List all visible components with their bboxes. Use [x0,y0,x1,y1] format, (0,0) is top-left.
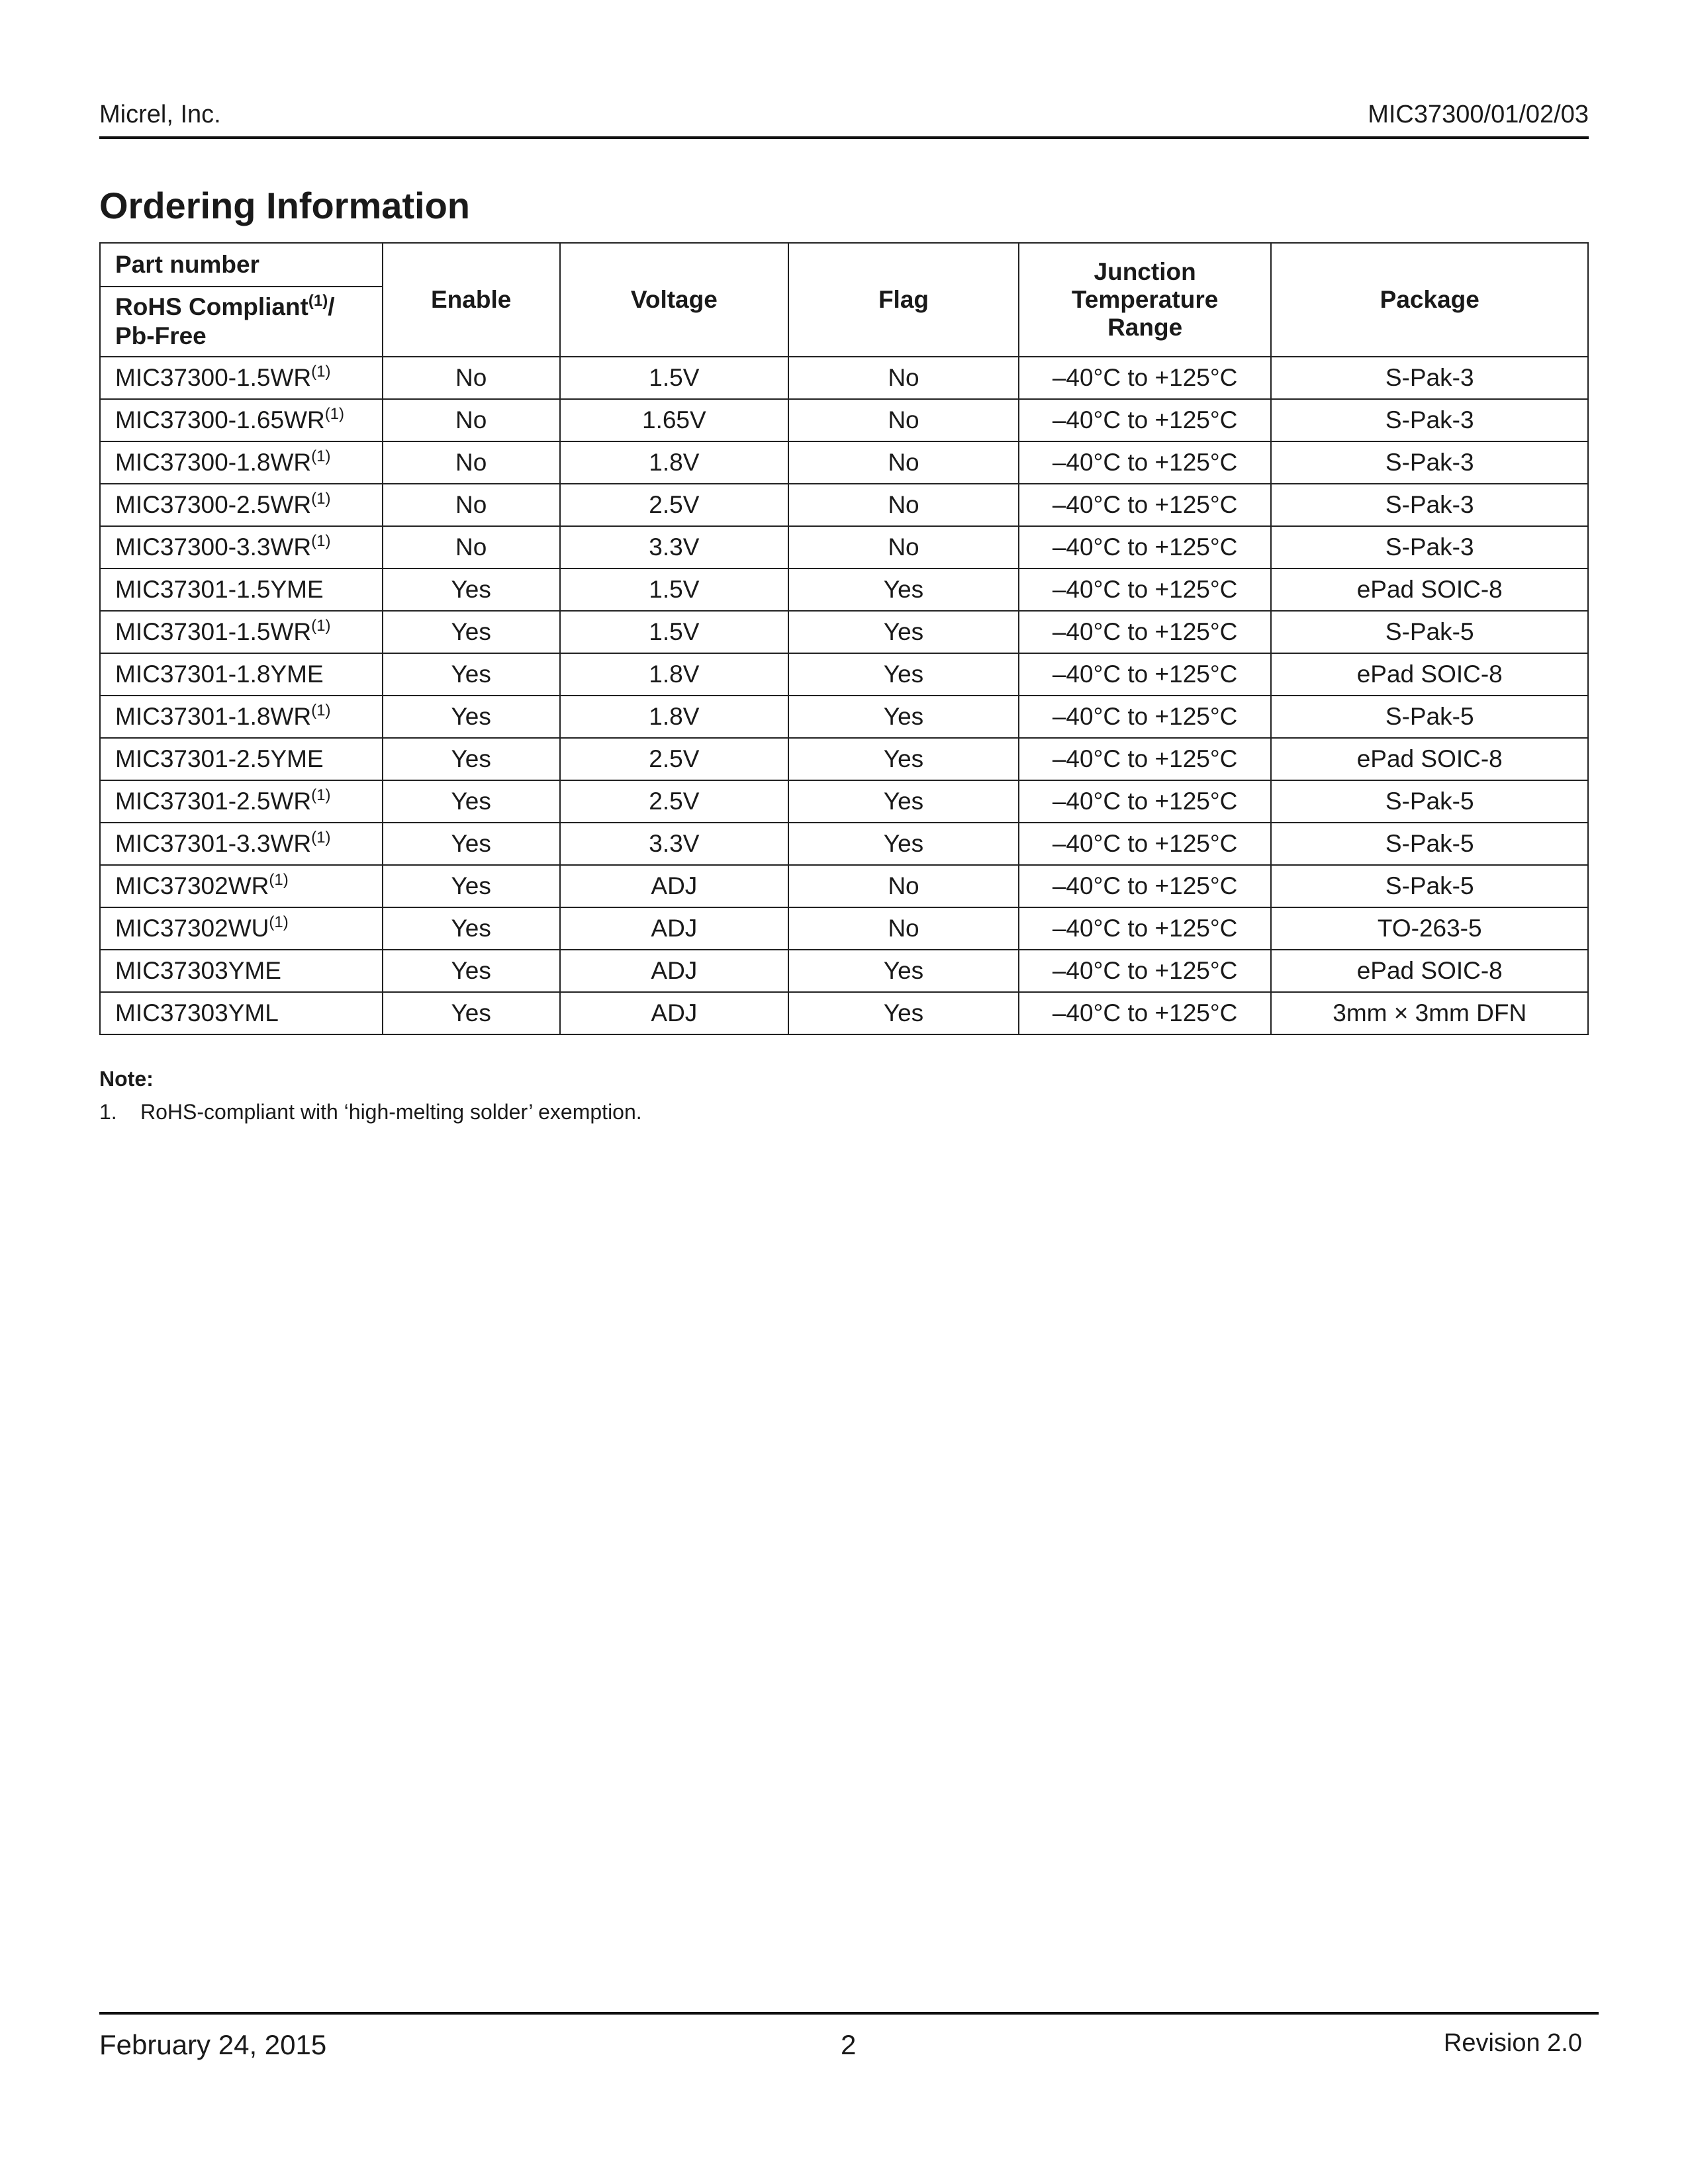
package-cell-text: 3mm × 3mm DFN [1333,999,1527,1026]
header-part-number: Part number [100,243,383,287]
temperature-range-cell [1019,399,1272,441]
voltage-cell-text: 2.5V [649,745,700,772]
voltage-cell [560,653,789,696]
package-cell-text: ePad SOIC-8 [1356,745,1503,772]
voltage-cell-text: 1.5V [649,618,700,645]
enable-cell [383,992,560,1034]
package-cell-text: ePad SOIC-8 [1356,660,1503,688]
table-row [100,738,1588,780]
part-number-cell [100,738,383,780]
package-cell [1271,357,1588,399]
enable-cell-text: Yes [451,957,491,984]
flag-cell-text: Yes [883,618,924,645]
header-voltage: Voltage [560,243,789,357]
table-row [100,780,1588,823]
voltage-cell-text: 3.3V [649,533,700,561]
enable-cell [383,780,560,823]
temperature-range-cell-text: –40°C to +125°C [1052,660,1238,688]
footer-revision: Revision 2.0 [1443,2029,1582,2057]
enable-cell-text: No [455,406,487,433]
footnote-marker: (1) [269,871,289,889]
part-number-cell [100,823,383,865]
enable-cell-text: Yes [451,576,491,603]
table-row [100,484,1588,526]
enable-cell [383,907,560,950]
temperature-range-cell-text: –40°C to +125°C [1052,364,1238,391]
part-family: MIC37300/01/02/03 [1368,101,1589,128]
package-cell [1271,484,1588,526]
voltage-cell-text: ADJ [651,915,698,942]
footnote-marker: (1) [269,913,289,931]
package-cell-text: S-Pak-5 [1385,703,1474,730]
package-cell-text: S-Pak-5 [1385,830,1474,857]
header-junction-line3: Range [1107,314,1183,341]
note-text: RoHS-compliant with ‘high-melting solder’ exemption. [140,1100,642,1124]
enable-cell-text: Yes [451,872,491,899]
flag-cell [788,357,1019,399]
flag-cell-text: No [888,915,919,942]
flag-cell-text: No [888,872,919,899]
temperature-range-cell [1019,441,1272,484]
package-cell [1271,696,1588,738]
table-row [100,441,1588,484]
table-header-row [100,243,1588,287]
temperature-range-cell [1019,780,1272,823]
voltage-cell [560,484,789,526]
footer-date: February 24, 2015 [99,2029,327,2060]
enable-cell [383,484,560,526]
header-rohs-slash: / [328,293,335,320]
header-rohs-line2: Pb-Free [115,322,207,349]
note-label: Note: [99,1067,154,1091]
footnote-marker: (1) [324,405,345,423]
part-number-cell-text: MIC37300-2.5WR [115,491,312,518]
temperature-range-cell-text: –40°C to +125°C [1052,703,1238,730]
part-number-cell-text: MIC37302WR [115,872,269,899]
voltage-cell [560,738,789,780]
package-cell [1271,780,1588,823]
part-number-cell-text: MIC37301-1.8YME [115,660,324,688]
enable-cell [383,696,560,738]
part-number-cell [100,865,383,907]
temperature-range-cell-text: –40°C to +125°C [1052,915,1238,942]
part-number-cell [100,780,383,823]
temperature-range-cell-text: –40°C to +125°C [1052,449,1238,476]
part-number-cell-text: MIC37301-3.3WR [115,830,312,857]
footnote-marker: (1) [311,490,331,508]
package-cell-text: S-Pak-3 [1385,406,1474,433]
voltage-cell-text: 1.65V [642,406,706,433]
voltage-cell-text: ADJ [651,957,698,984]
flag-cell [788,823,1019,865]
temperature-range-cell-text: –40°C to +125°C [1052,745,1238,772]
table-row [100,992,1588,1034]
header-enable: Enable [383,243,560,357]
part-number-cell [100,611,383,653]
part-number-cell-text: MIC37301-2.5WR [115,788,312,815]
flag-cell-text: No [888,533,919,561]
voltage-cell [560,399,789,441]
enable-cell [383,823,560,865]
enable-cell-text: No [455,491,487,518]
table-row [100,696,1588,738]
enable-cell [383,569,560,611]
temperature-range-cell-text: –40°C to +125°C [1052,830,1238,857]
page-footer [99,2012,1599,2060]
enable-cell-text: Yes [451,915,491,942]
voltage-cell [560,569,789,611]
flag-cell-text: Yes [883,745,924,772]
temperature-range-cell [1019,484,1272,526]
voltage-cell-text: ADJ [651,872,698,899]
flag-cell-text: Yes [883,999,924,1026]
part-number-cell-text: MIC37303YME [115,957,281,984]
temperature-range-cell [1019,950,1272,992]
voltage-cell-text: 1.8V [649,703,700,730]
temperature-range-cell [1019,569,1272,611]
temperature-range-cell [1019,907,1272,950]
voltage-cell-text: 1.5V [649,576,700,603]
enable-cell [383,653,560,696]
temperature-range-cell-text: –40°C to +125°C [1052,618,1238,645]
flag-cell-text: Yes [883,788,924,815]
page-number: 2 [841,2029,857,2060]
voltage-cell-text: 1.5V [649,364,700,391]
flag-cell [788,738,1019,780]
temperature-range-cell [1019,653,1272,696]
header-rohs-line1: RoHS Compliant [115,293,308,320]
part-number-cell [100,357,383,399]
package-cell-text: ePad SOIC-8 [1356,576,1503,603]
voltage-cell [560,780,789,823]
package-cell-text: S-Pak-5 [1385,618,1474,645]
table-row [100,907,1588,950]
flag-cell-text: Yes [883,660,924,688]
voltage-cell [560,950,789,992]
footnote-marker: (1) [311,532,331,550]
enable-cell-text: No [455,449,487,476]
flag-cell-text: Yes [883,576,924,603]
flag-cell [788,526,1019,569]
voltage-cell [560,526,789,569]
table-row [100,865,1588,907]
flag-cell [788,399,1019,441]
table-row [100,526,1588,569]
ordering-table [99,242,1589,1035]
flag-cell-text: No [888,364,919,391]
footnote-marker: (1) [311,829,331,846]
enable-cell [383,865,560,907]
table-row [100,357,1588,399]
part-number-cell-text: MIC37300-1.65WR [115,406,325,433]
temperature-range-cell [1019,357,1272,399]
package-cell [1271,611,1588,653]
temperature-range-cell [1019,696,1272,738]
part-number-cell-text: MIC37300-1.8WR [115,449,312,476]
company-name: Micrel, Inc. [99,101,221,128]
table-row [100,823,1588,865]
flag-cell [788,653,1019,696]
package-cell-text: S-Pak-3 [1385,533,1474,561]
part-number-cell [100,441,383,484]
temperature-range-cell-text: –40°C to +125°C [1052,533,1238,561]
package-cell [1271,569,1588,611]
enable-cell-text: Yes [451,703,491,730]
flag-cell [788,441,1019,484]
enable-cell [383,738,560,780]
part-number-cell-text: MIC37302WU [115,915,269,942]
part-number-cell [100,569,383,611]
footnote-marker: (1) [311,447,331,465]
footnote-marker: (1) [311,363,331,381]
enable-cell-text: No [455,533,487,561]
table-row [100,611,1588,653]
package-cell-text: TO-263-5 [1377,915,1482,942]
enable-cell-text: Yes [451,788,491,815]
table-row [100,399,1588,441]
voltage-cell [560,357,789,399]
package-cell [1271,526,1588,569]
flag-cell [788,569,1019,611]
voltage-cell-text: 1.8V [649,660,700,688]
footnote-marker: (1) [311,702,331,719]
part-number-cell [100,950,383,992]
header-junction-temperature [1019,243,1272,357]
flag-cell-text: Yes [883,703,924,730]
part-number-cell [100,907,383,950]
temperature-range-cell-text: –40°C to +125°C [1052,406,1238,433]
package-cell [1271,992,1588,1034]
flag-cell [788,696,1019,738]
footnote-marker: (1) [311,786,331,804]
temperature-range-cell [1019,823,1272,865]
flag-cell [788,907,1019,950]
section-title: Ordering Information [99,185,470,226]
package-cell [1271,738,1588,780]
enable-cell-text: Yes [451,830,491,857]
temperature-range-cell-text: –40°C to +125°C [1052,788,1238,815]
part-number-cell-text: MIC37303YML [115,999,279,1026]
package-cell [1271,399,1588,441]
temperature-range-cell-text: –40°C to +125°C [1052,999,1238,1026]
flag-cell [788,992,1019,1034]
package-cell-text: S-Pak-3 [1385,449,1474,476]
enable-cell [383,357,560,399]
package-cell-text: S-Pak-3 [1385,364,1474,391]
header-junction-line1: Junction [1094,258,1196,285]
voltage-cell-text: 2.5V [649,788,700,815]
voltage-cell [560,865,789,907]
temperature-range-cell-text: –40°C to +125°C [1052,872,1238,899]
header-package: Package [1271,243,1588,357]
part-number-cell-text: MIC37301-2.5YME [115,745,324,772]
flag-cell-text: No [888,406,919,433]
part-number-cell [100,526,383,569]
enable-cell [383,526,560,569]
note-item [99,1100,642,1124]
part-number-cell [100,484,383,526]
package-cell [1271,950,1588,992]
footnote-marker: (1) [308,292,328,310]
flag-cell-text: Yes [883,957,924,984]
flag-cell-text: No [888,449,919,476]
temperature-range-cell [1019,611,1272,653]
package-cell [1271,907,1588,950]
temperature-range-cell-text: –40°C to +125°C [1052,491,1238,518]
flag-cell [788,780,1019,823]
table-body [100,357,1588,1034]
enable-cell-text: No [455,364,487,391]
header-junction-line2: Temperature [1071,286,1219,313]
package-cell [1271,441,1588,484]
flag-cell [788,865,1019,907]
voltage-cell-text: 3.3V [649,830,700,857]
voltage-cell [560,992,789,1034]
table-row [100,653,1588,696]
part-number-cell [100,653,383,696]
voltage-cell [560,823,789,865]
enable-cell [383,441,560,484]
part-number-cell [100,399,383,441]
part-number-cell [100,696,383,738]
flag-cell [788,611,1019,653]
flag-cell [788,950,1019,992]
temperature-range-cell-text: –40°C to +125°C [1052,957,1238,984]
package-cell-text: S-Pak-3 [1385,491,1474,518]
voltage-cell [560,696,789,738]
package-cell [1271,653,1588,696]
enable-cell-text: Yes [451,745,491,772]
temperature-range-cell [1019,865,1272,907]
part-number-cell [100,992,383,1034]
voltage-cell-text: 2.5V [649,491,700,518]
voltage-cell [560,907,789,950]
enable-cell [383,399,560,441]
temperature-range-cell [1019,526,1272,569]
part-number-cell-text: MIC37301-1.5WR [115,618,312,645]
package-cell-text: S-Pak-5 [1385,872,1474,899]
temperature-range-cell [1019,738,1272,780]
part-number-cell-text: MIC37300-1.5WR [115,364,312,391]
voltage-cell [560,611,789,653]
voltage-cell-text: ADJ [651,999,698,1026]
package-cell-text: ePad SOIC-8 [1356,957,1503,984]
temperature-range-cell-text: –40°C to +125°C [1052,576,1238,603]
note-number: 1. [99,1100,117,1124]
enable-cell-text: Yes [451,999,491,1026]
footnote-marker: (1) [311,617,331,635]
part-number-cell-text: MIC37300-3.3WR [115,533,312,561]
header-rohs-compliant [100,287,383,357]
enable-cell [383,611,560,653]
enable-cell-text: Yes [451,660,491,688]
package-cell [1271,865,1588,907]
flag-cell-text: No [888,491,919,518]
voltage-cell-text: 1.8V [649,449,700,476]
table-row [100,950,1588,992]
page-header [99,98,1589,139]
part-number-cell-text: MIC37301-1.5YME [115,576,324,603]
flag-cell [788,484,1019,526]
temperature-range-cell [1019,992,1272,1034]
header-flag: Flag [788,243,1019,357]
part-number-cell-text: MIC37301-1.8WR [115,703,312,730]
enable-cell [383,950,560,992]
package-cell-text: S-Pak-5 [1385,788,1474,815]
table-row [100,569,1588,611]
enable-cell-text: Yes [451,618,491,645]
package-cell [1271,823,1588,865]
voltage-cell [560,441,789,484]
flag-cell-text: Yes [883,830,924,857]
